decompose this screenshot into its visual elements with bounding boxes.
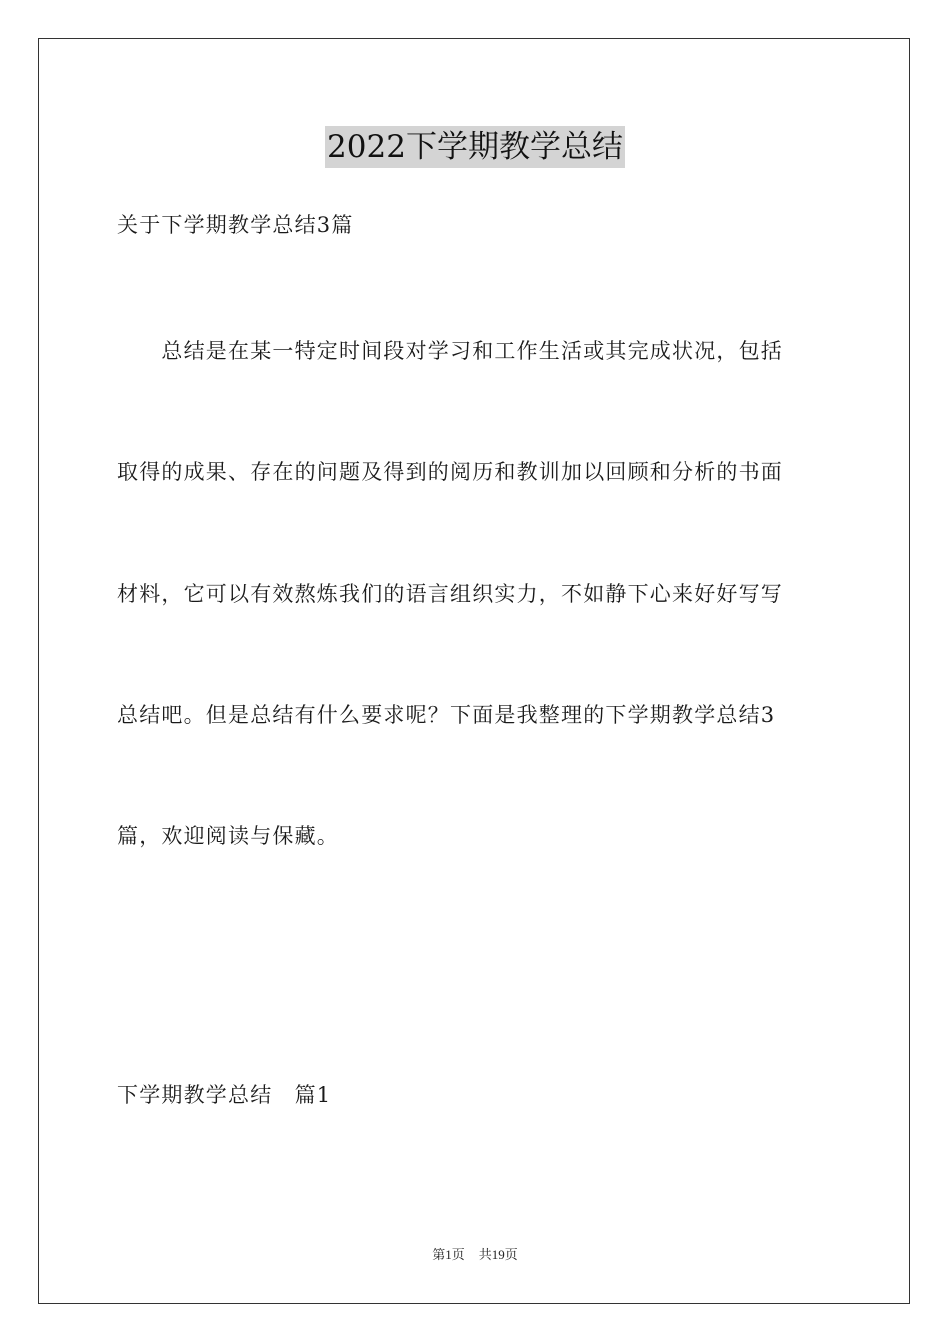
page-total: 共19页 <box>478 1247 518 1262</box>
document-subtitle: 关于下学期教学总结3篇 <box>117 213 354 237</box>
intro-line-3: 材料，它可以有效熬炼我们的语言组织实力，不如静下心来好好写写 <box>117 582 783 606</box>
section-heading: 下学期教学总结 篇1 <box>117 1083 332 1107</box>
intro-line-4: 总结吧。但是总结有什么要求呢？下面是我整理的下学期教学总结3 <box>117 703 776 727</box>
page-number: 第1页 <box>432 1247 465 1262</box>
intro-line-2: 取得的成果、存在的问题及得到的阅历和教训加以回顾和分析的书面 <box>117 460 783 484</box>
intro-line-5: 篇，欢迎阅读与保藏。 <box>117 824 339 848</box>
intro-line-1: 总结是在某一特定时间段对学习和工作生活或其完成状况，包括 <box>117 339 783 363</box>
title-container <box>0 126 950 168</box>
document-title: 2022下学期教学总结 <box>325 126 625 168</box>
page-footer <box>0 1246 950 1264</box>
